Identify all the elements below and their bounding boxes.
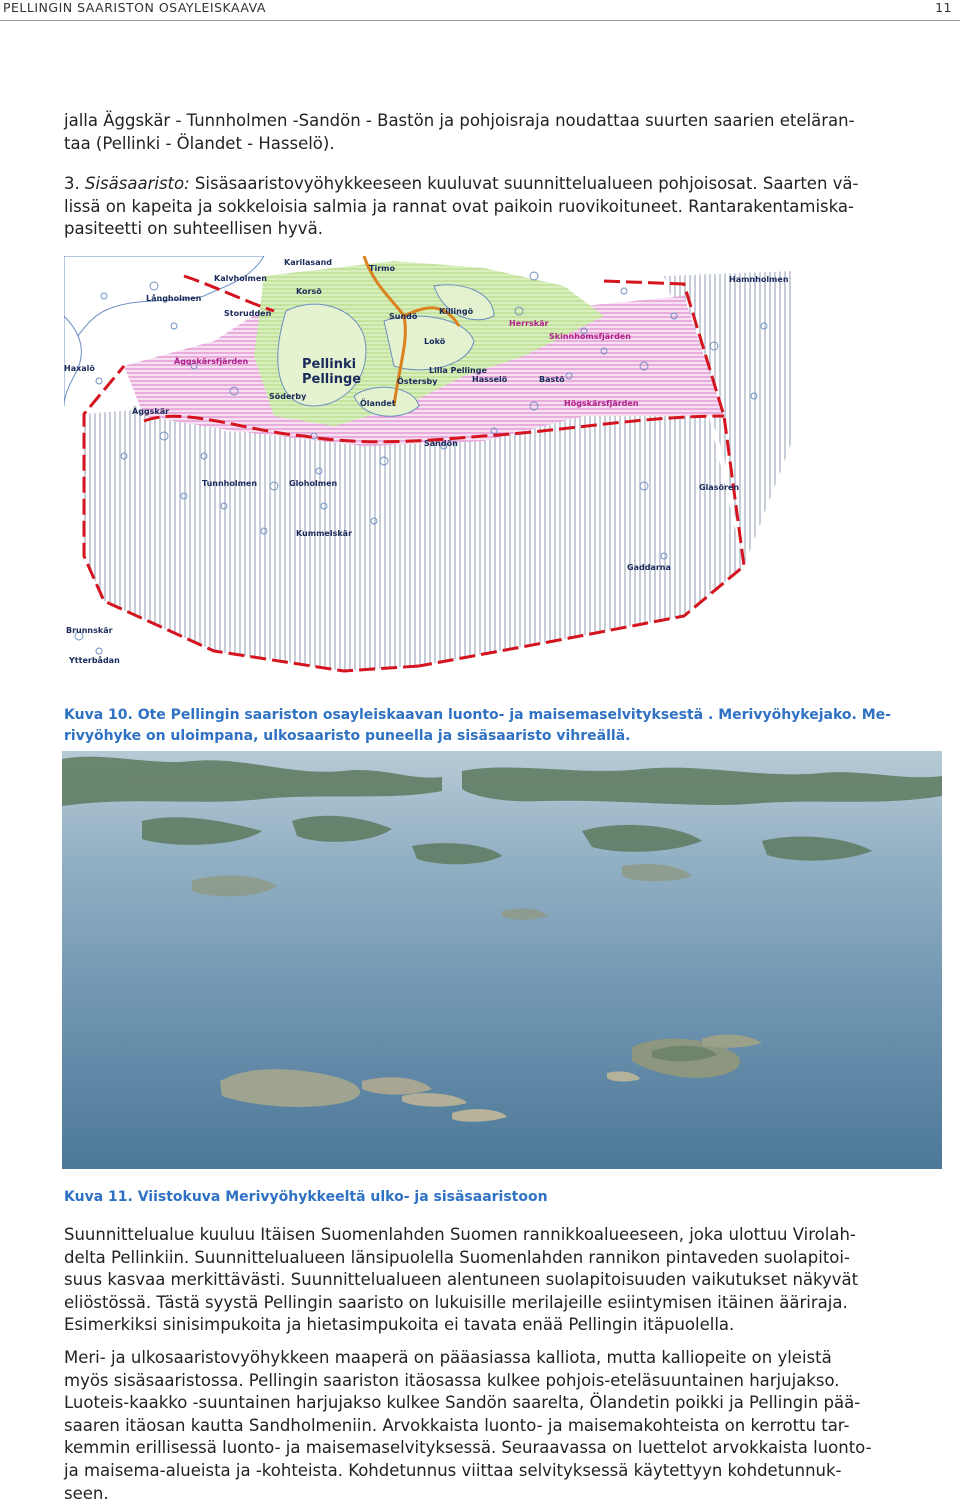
map-label: Killingö (439, 307, 474, 316)
map-label: Kummelskär (296, 529, 353, 538)
map-label: Pellinki (302, 357, 357, 372)
map-label: Haxalö (64, 364, 95, 373)
map-label: Herrskär (509, 319, 549, 328)
map-label: Karilasand (284, 258, 333, 267)
aerial-photo (62, 751, 942, 1169)
intro-line: jalla Äggskär - Tunnholmen -Sandön - Bastön ja pohjoisraja noudattaa suurten saarien eteläran- (64, 111, 855, 130)
map-label: Brunnskär (66, 626, 113, 635)
map-label: Tirmo (369, 264, 395, 273)
aerial-photo-graphic (62, 751, 942, 1169)
map-label: Äggskärsfjärden (174, 357, 249, 366)
map-label: Högskärsfjärden (564, 399, 639, 408)
body-line: Luoteis-kaakko -suuntainen harjujakso kulkee Sandön saarelta, Ölandetin poikki ja Pellingin pää- (64, 1393, 861, 1413)
map-label: Storudden (224, 309, 272, 318)
map-label: Hamnholmen (729, 275, 789, 284)
map-label: Sundö (389, 312, 418, 321)
inner-zone-line (64, 173, 948, 196)
body-line: Meri- ja ulkosaaristovyöhykkeen maaperä on pääasiassa kalliota, mutta kalliopeite on yleistä (64, 1348, 832, 1367)
body-line: kemmin erillisessä luonto- ja maisemaselvityksessä. Seuraavassa on luettelot arvokkaista luonto- (64, 1438, 872, 1458)
inner-zone-paragraph (64, 173, 948, 241)
body-line: saaren itäosan kautta Sandholmeniin. Arvokkaista luonto- ja maisemakohteista on kerrottu tar- (64, 1415, 850, 1435)
map-graphic (64, 256, 794, 686)
map-label: Skinnhomsfjärden (549, 332, 631, 341)
caption-line: rivyöhyke on uloimpana, ulkosaaristo puneella ja sisäsaaristo vihreällä. (64, 728, 631, 744)
sea-zone-map (64, 256, 794, 686)
map-label: Östersby (397, 377, 438, 386)
caption-line: Kuva 10. Ote Pellingin saariston osayleiskaavan luonto- ja maisemaselvityksestä . Merivyöhykejako. Me- (64, 707, 891, 723)
map-label: Glasören (699, 483, 740, 492)
body-line: Esimerkiksi sinisimpukoita ja hietasimpukoita ei tavata enää Pellingin itäpuolella. (64, 1315, 735, 1335)
caption-line: Kuva 11. Viistokuva Merivyöhykkeeltä ulko- ja sisäsaaristoon (64, 1189, 548, 1205)
list-number: 3. (64, 174, 85, 193)
map-label: Äggskär (132, 407, 170, 416)
map-label: Söderby (269, 392, 307, 401)
map-label: Hasselö (472, 375, 508, 384)
map-label: Lilla Pellinge (429, 366, 487, 375)
map-label: Tunnholmen (202, 479, 258, 488)
inner-zone-text: Sisäsaaristovyöhykkeeseen kuuluvat suunnittelualueen pohjoisosat. Saarten vä- (189, 174, 859, 193)
map-label: Långholmen (146, 294, 202, 303)
running-header (0, 0, 960, 22)
map-label: Lokö (424, 337, 446, 346)
map-label: Pellinge (302, 372, 362, 387)
document-title: PELLINGIN SAARISTON OSAYLEISKAAVA (3, 0, 266, 15)
map-label: Gloholmen (289, 479, 338, 488)
map-label: Korsö (296, 287, 322, 296)
zone-term: Sisäsaaristo: (85, 174, 190, 193)
map-label: Kalvholmen (214, 274, 267, 283)
figure-10-caption (64, 705, 954, 747)
body-line: suus kasvaa merkittävästi. Suunnittelualueen alentuneen suolapitoisuuden vaikutukset näkyvät (64, 1270, 859, 1290)
body-line: ja maisema-alueista ja -kohteista. Kohdetunnus viittaa selvityksessä käytettyyn kohdetunnuk- (64, 1460, 842, 1480)
body-paragraph (64, 1224, 948, 1337)
figure-11-caption (64, 1187, 954, 1208)
intro-paragraph (64, 110, 948, 155)
map-label: Ytterbådan (69, 656, 120, 665)
body-line: eliöstössä. Tästä syystä Pellingin saaristo on lukuisille merilajeille esiintymisen itäinen ääriraja. (64, 1292, 848, 1312)
intro-line: taa (Pellinki - Ölandet - Hasselö). (64, 133, 335, 153)
body-line: seen. (64, 1483, 109, 1503)
header-divider (0, 20, 960, 21)
inner-zone-line: pasiteetti on suhteellisen hyvä. (64, 219, 323, 239)
map-label: Sandön (424, 439, 458, 448)
map-label: Ölandet (360, 399, 396, 408)
page-number: 11 (935, 0, 952, 15)
inner-zone-line: lissä on kapeita ja sokkeloisia salmia ja rannat ovat paikoin ruovikoituneet. Rantarakentamiska- (64, 196, 854, 216)
body-line: Suunnittelualue kuuluu Itäisen Suomenlahden Suomen rannikkoalueeseen, joka ulottuu Virolah- (64, 1225, 856, 1244)
body-line: myös sisäsaaristossa. Pellingin saariston itäosassa kulkee pohjois-eteläsuuntainen harjujakso. (64, 1370, 840, 1390)
body-line: delta Pellinkiin. Suunnittelualueen länsipuolella Suomenlahden rannikon pintaveden suolapitoi- (64, 1247, 850, 1267)
map-label: Bastö (539, 375, 565, 384)
body-paragraph (64, 1347, 948, 1505)
map-label: Gaddarna (627, 563, 671, 572)
